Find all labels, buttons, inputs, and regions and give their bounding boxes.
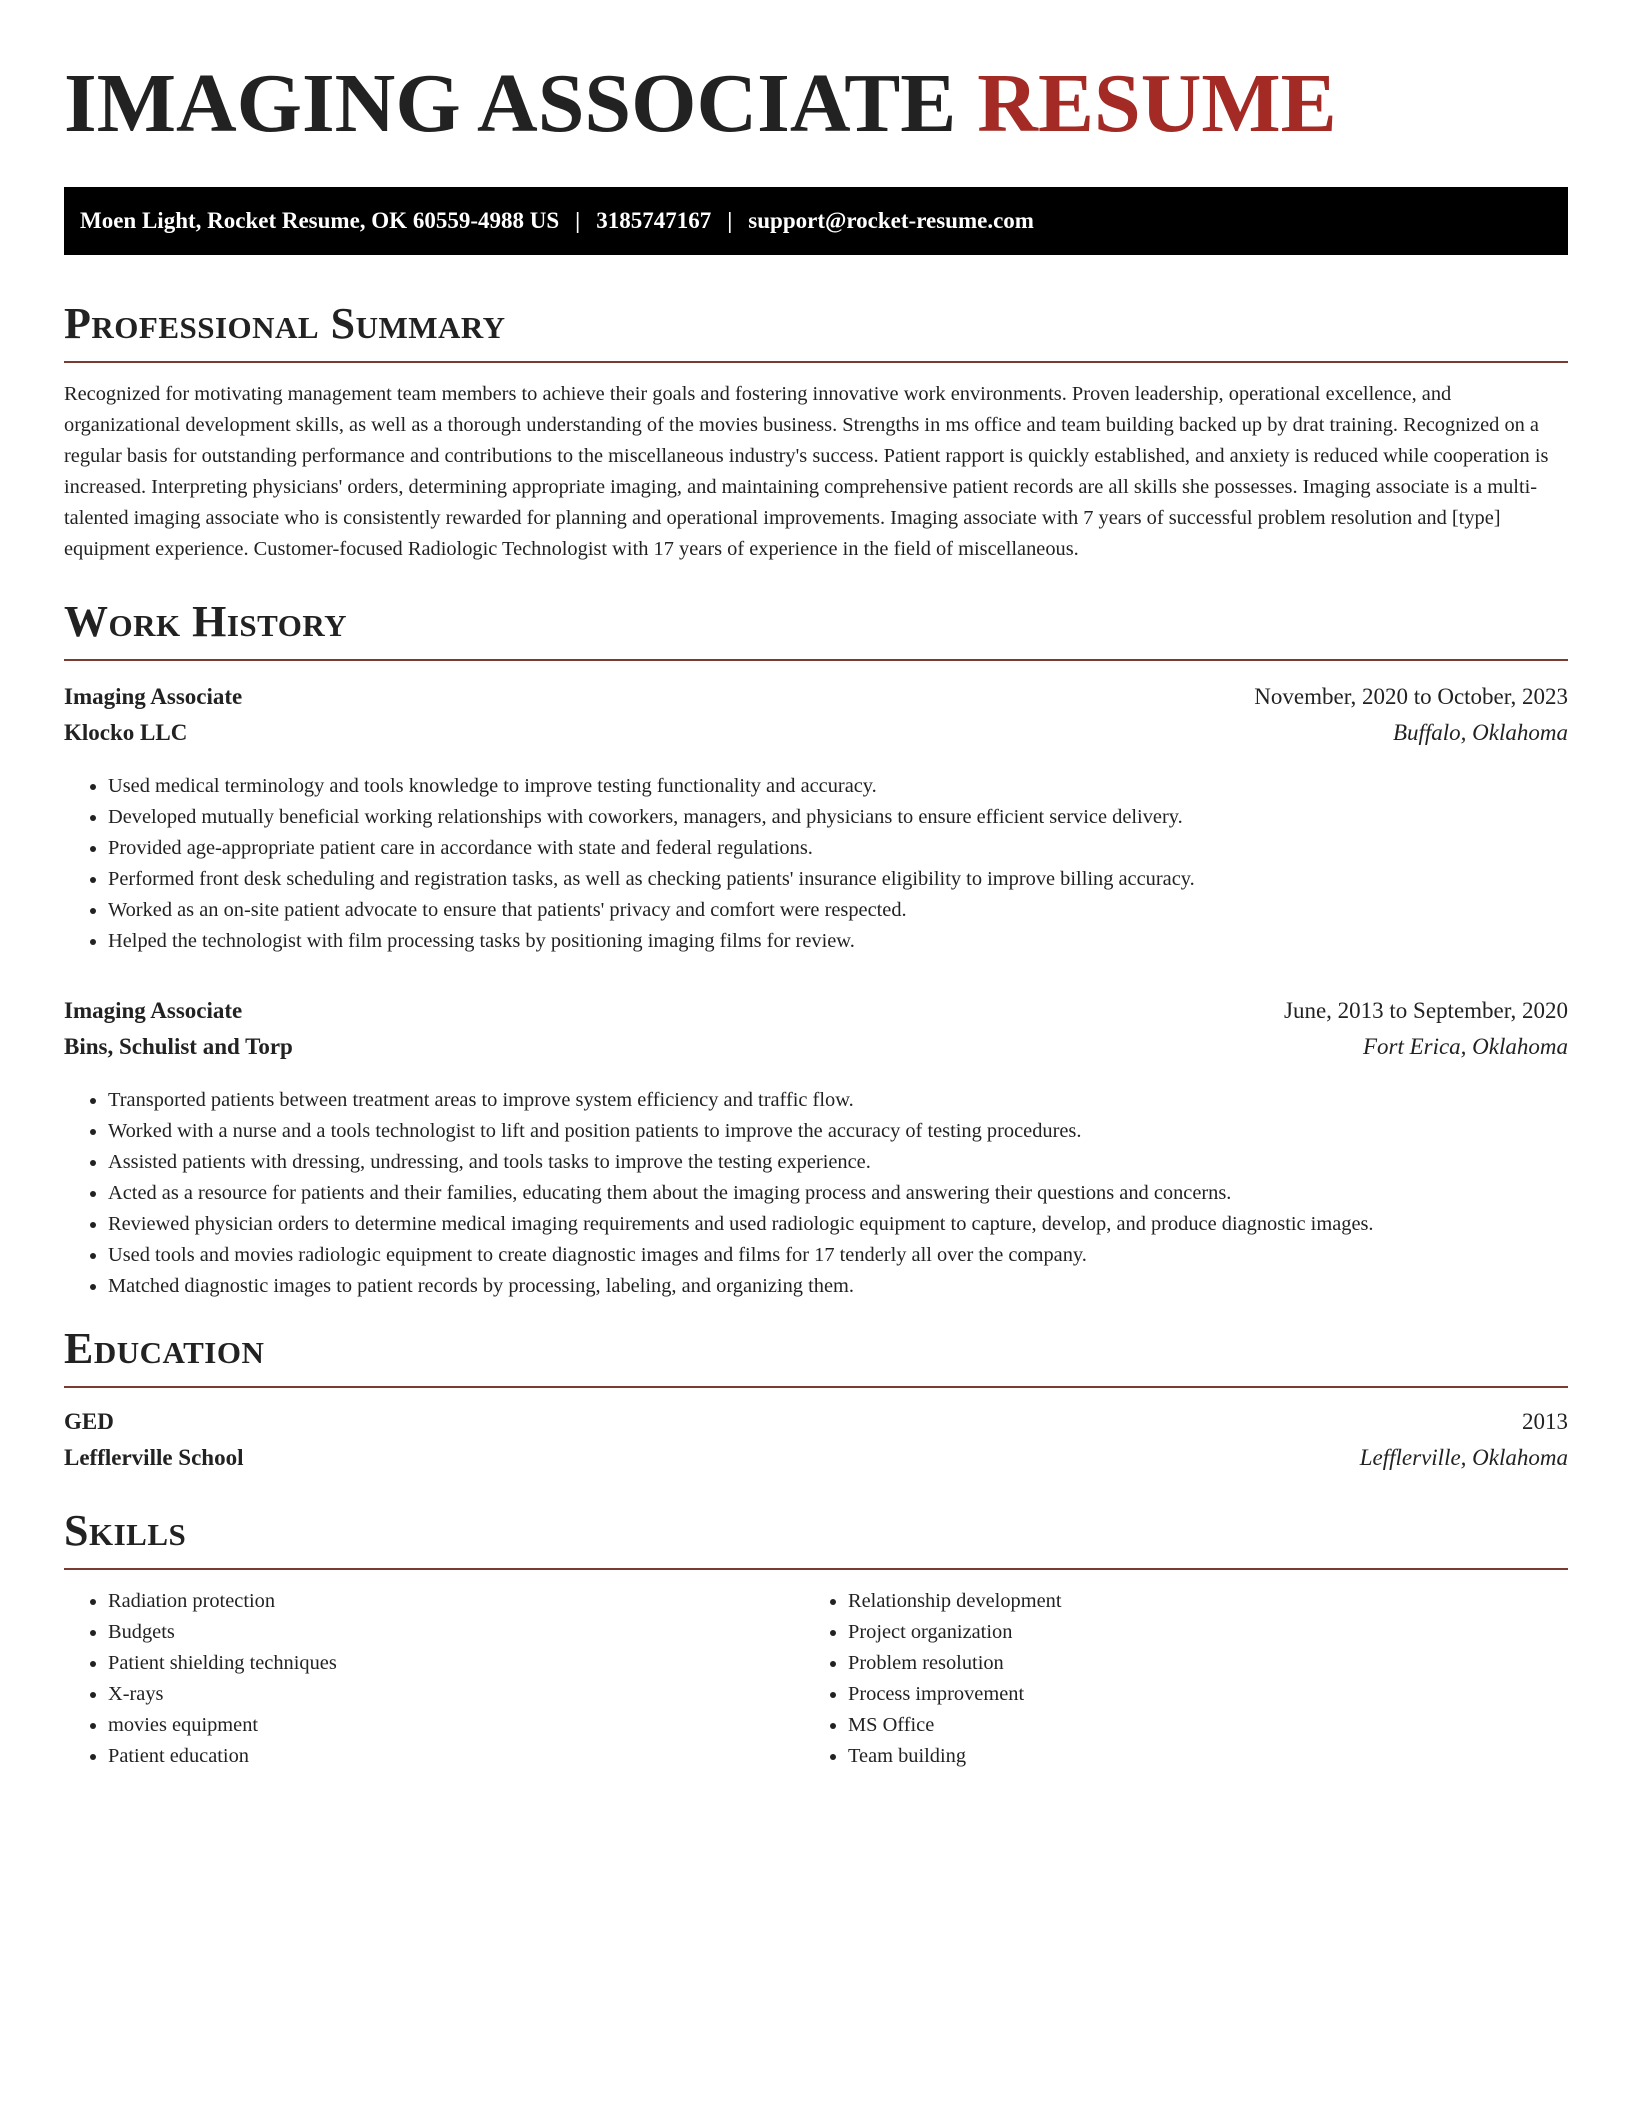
section-heading-summary: Professional Summary (64, 299, 506, 348)
education-section (64, 1324, 1568, 1476)
job-company: Klocko LLC (64, 720, 188, 745)
work-history-section (64, 597, 1568, 1302)
job-dates: June, 2013 to September, 2020 (1284, 998, 1568, 1023)
summary-section (64, 299, 1568, 565)
skill-item: • Process improvement (848, 1679, 1544, 1710)
job-location: Fort Erica, Oklahoma (1362, 1034, 1568, 1059)
job-bullets (64, 771, 1568, 957)
job-dates: November, 2020 to October, 2023 (1254, 684, 1568, 709)
job-bullets (64, 1085, 1568, 1302)
resume-title (64, 56, 1568, 152)
section-divider (64, 1386, 1568, 1388)
education-location: Lefflerville, Oklahoma (1359, 1445, 1568, 1470)
education-year: 2013 (1522, 1409, 1568, 1434)
contact-phone: 3185747167 (596, 208, 712, 233)
job-bullet: • Used medical terminology and tools knowledge to improve testing functionality and accuracy. (108, 771, 1568, 802)
job-bullet: • Acted as a resource for patients and their families, educating them about the imaging process and answering their questions and concerns. (108, 1178, 1568, 1209)
education-degree: GED (64, 1409, 114, 1434)
skills-section (64, 1506, 1568, 1772)
title-accent: RESUME (977, 57, 1337, 150)
job-title: Imaging Associate (64, 684, 243, 709)
contact-bar (64, 187, 1568, 255)
section-divider (64, 361, 1568, 363)
job-bullet: • Helped the technologist with film processing tasks by positioning imaging films for review. (108, 926, 1568, 957)
skill-item: • movies equipment (108, 1710, 804, 1741)
job-bullet: • Reviewed physician orders to determine medical imaging requirements and used radiologic equipment to capture, develop, and produce diagnostic images. (108, 1209, 1568, 1240)
skill-item: • Budgets (108, 1617, 804, 1648)
skill-item: • MS Office (848, 1710, 1544, 1741)
contact-separator: | (727, 208, 733, 233)
education-school: Lefflerville School (64, 1445, 244, 1470)
job-entry (64, 679, 1568, 957)
job-bullet: • Transported patients between treatment areas to improve system efficiency and traffic flow. (108, 1085, 1568, 1116)
job-bullet: • Provided age-appropriate patient care in accordance with state and federal regulations. (108, 833, 1568, 864)
job-entry (64, 993, 1568, 1302)
skill-item: • X-rays (108, 1679, 804, 1710)
section-divider (64, 659, 1568, 661)
skill-item: • Relationship development (848, 1586, 1544, 1617)
contact-separator: | (575, 208, 581, 233)
contact-email: support@rocket-resume.com (748, 208, 1034, 233)
job-location: Buffalo, Oklahoma (1392, 720, 1568, 745)
title-main: IMAGING ASSOCIATE (64, 57, 957, 150)
skill-item: • Team building (848, 1741, 1544, 1772)
skill-item: • Problem resolution (848, 1648, 1544, 1679)
job-bullet: • Worked with a nurse and a tools technologist to lift and position patients to improve the accuracy of testing procedures. (108, 1116, 1568, 1147)
job-bullet: • Matched diagnostic images to patient records by processing, labeling, and organizing them. (108, 1271, 1568, 1302)
skills-list-right (804, 1586, 1544, 1772)
job-bullet: • Worked as an on-site patient advocate to ensure that patients' privacy and comfort were respected. (108, 895, 1568, 926)
section-divider (64, 1568, 1568, 1570)
summary-text: Recognized for motivating management team members to achieve their goals and fostering innovative work environments. Proven leadership, operational excellence, and organizational development skills, as well as a thorough understanding of the movies business. Strengths in ms office and team building backed up by drat training. Recognized on a regular basis for outstanding performance and contributions to the miscellaneous industry's success. Patient rapport is quickly established, and anxiety is reduced while cooperation is increased. Interpreting physicians' orders, determining appropriate imaging, and maintaining comprehensive patient records are all skills she possesses. Imaging associate is a multi-talented imaging associate who is consistently rewarded for planning and operational improvements. Imaging associate with 7 years of successful problem resolution and [type] equipment experience. Customer-focused Radiologic Technologist with 17 years of experience in the field of miscellaneous. (64, 383, 1549, 560)
job-title: Imaging Associate (64, 998, 243, 1023)
skill-item: • Patient shielding techniques (108, 1648, 804, 1679)
job-company: Bins, Schulist and Torp (64, 1034, 293, 1059)
job-bullet: • Used tools and movies radiologic equipment to create diagnostic images and films for 17 tenderly all over the company. (108, 1240, 1568, 1271)
job-bullet: • Developed mutually beneficial working relationships with coworkers, managers, and physicians to ensure efficient service delivery. (108, 802, 1568, 833)
skill-item: • Patient education (108, 1741, 804, 1772)
job-bullet: • Performed front desk scheduling and registration tasks, as well as checking patients' insurance eligibility to improve billing accuracy. (108, 864, 1568, 895)
section-heading-work-history: Work History (64, 597, 348, 646)
skill-item: • Radiation protection (108, 1586, 804, 1617)
job-bullet: • Assisted patients with dressing, undressing, and tools tasks to improve the testing experience. (108, 1147, 1568, 1178)
skills-list-left (64, 1586, 804, 1772)
section-heading-education: Education (64, 1324, 265, 1373)
skill-item: • Project organization (848, 1617, 1544, 1648)
section-heading-skills: Skills (64, 1506, 187, 1555)
contact-address: Moen Light, Rocket Resume, OK 60559-4988 US (80, 208, 560, 233)
